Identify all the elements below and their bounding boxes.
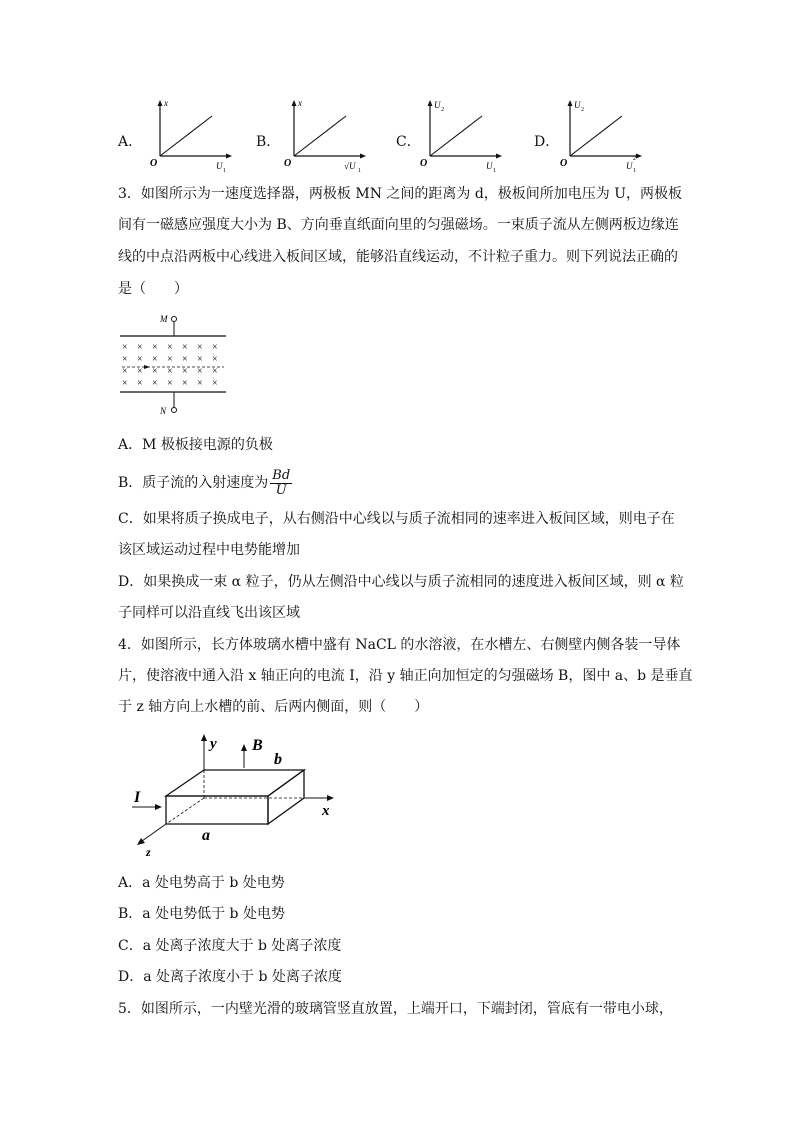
field-cross: × bbox=[122, 342, 128, 353]
field-cross: × bbox=[212, 342, 218, 353]
label-b: b bbox=[274, 751, 282, 768]
field-cross: × bbox=[197, 354, 203, 365]
fraction: $\frac{Bd}{U}$ bbox=[272, 467, 291, 498]
field-cross: × bbox=[197, 378, 203, 389]
label-I: I bbox=[134, 789, 141, 806]
field-cross: × bbox=[122, 354, 128, 365]
x-subscript: 1 bbox=[633, 168, 636, 174]
q4-figure bbox=[128, 728, 348, 860]
option-a-label: A． bbox=[118, 134, 143, 150]
y-axis-arrow bbox=[201, 734, 207, 741]
field-cross: × bbox=[197, 342, 203, 353]
field-cross: × bbox=[152, 378, 158, 389]
y-label: x bbox=[164, 98, 168, 108]
label-N: N bbox=[160, 406, 167, 416]
origin-label: O bbox=[284, 158, 292, 169]
q5-line-1: 5．如图所示，一内壁光滑的玻璃管竖直放置，上端开口，下端封闭，管底有一带电小球， bbox=[118, 1001, 673, 1017]
field-cross: × bbox=[182, 378, 188, 389]
q4-option-c: C．a 处离子浓度大于 b 处离子浓度 bbox=[118, 938, 342, 954]
x-label: U bbox=[486, 161, 493, 171]
z-axis-arrow bbox=[137, 838, 145, 845]
field-cross: × bbox=[212, 354, 218, 365]
origin-label: O bbox=[150, 158, 158, 169]
b-field-arrow bbox=[241, 744, 247, 751]
q4-line-3: 于 z 轴方向上水槽的前、后两内侧面，则（ ） bbox=[118, 699, 429, 715]
q4-line-1: 4．如图所示，长方体玻璃水槽中盛有 NaCL 的水溶液，在水槽左、右侧壁内侧各装一导体 bbox=[118, 637, 681, 653]
terminal-N bbox=[172, 408, 177, 413]
field-cross: × bbox=[152, 366, 158, 377]
field-cross: × bbox=[182, 354, 188, 365]
field-cross: × bbox=[182, 342, 188, 353]
q4-option-d: D．a 处离子浓度小于 b 处离子浓度 bbox=[118, 969, 342, 985]
x-superscript: 2 bbox=[633, 156, 636, 162]
field-cross: × bbox=[137, 342, 143, 353]
label-z: z bbox=[146, 845, 151, 859]
label-x: x bbox=[322, 803, 330, 819]
x-axis-arrow bbox=[327, 795, 334, 801]
graph-a bbox=[148, 96, 238, 176]
field-cross: × bbox=[152, 342, 158, 353]
current-arrow bbox=[155, 804, 162, 810]
field-cross: × bbox=[122, 378, 128, 389]
y-subscript: 2 bbox=[441, 107, 444, 113]
q4-option-b: B．a 处电势低于 b 处电势 bbox=[118, 906, 285, 922]
q4-line-2: 片，使溶液中通入沿 x 轴正向的电流 I，沿 y 轴正向加恒定的匀强磁场 B，图中 a、b 是垂直 bbox=[118, 668, 693, 684]
q3-option-a: A．M 极板接电源的负极 bbox=[118, 437, 273, 453]
origin-label: O bbox=[560, 158, 568, 169]
graph-c bbox=[418, 96, 508, 176]
origin-label: O bbox=[420, 158, 428, 169]
option-b-label: B． bbox=[256, 134, 281, 150]
field-cross: × bbox=[167, 342, 173, 353]
y-subscript: 2 bbox=[581, 107, 584, 113]
label-a: a bbox=[202, 827, 210, 844]
field-cross: × bbox=[212, 366, 218, 377]
field-cross: × bbox=[167, 378, 173, 389]
x-label: U bbox=[216, 161, 223, 171]
terminal-M bbox=[172, 317, 177, 322]
plot-line bbox=[160, 116, 212, 156]
q3-line-3: 线的中点沿两板中心线进入板间区域，能够沿直线运动，不计粒子重力。则下列说法正确的 bbox=[118, 249, 678, 265]
q3-option-d-1: D．如果换成一束 α 粒子，仍从左侧沿中心线以与质子流相同的速度进入板间区域，则 α 粒 bbox=[118, 574, 684, 590]
q3-option-c-2: 该区域运动过程中电势能增加 bbox=[118, 542, 300, 558]
x-subscript: 1 bbox=[223, 168, 226, 174]
field-cross: × bbox=[182, 366, 188, 377]
y-label: x bbox=[298, 98, 302, 108]
field-cross: × bbox=[167, 354, 173, 365]
q3-option-c-1: C．如果将质子换成电子，从右侧沿中心线以与质子流相同的速率进入板间区域，则电子在 bbox=[118, 511, 675, 527]
field-cross: × bbox=[212, 378, 218, 389]
q3-option-b: B．质子流的入射速度为 $\frac{Bd}{U}$ bbox=[118, 467, 291, 498]
field-cross: × bbox=[137, 354, 143, 365]
x-arrow bbox=[226, 154, 232, 159]
option-c-label: C． bbox=[396, 134, 421, 150]
graph-b bbox=[282, 96, 372, 176]
y-arrow bbox=[158, 100, 163, 106]
label-M: M bbox=[160, 314, 168, 324]
field-cross: × bbox=[197, 366, 203, 377]
q3-figure bbox=[116, 310, 236, 420]
box-side bbox=[268, 770, 304, 824]
field-cross: × bbox=[137, 366, 143, 377]
field-cross: × bbox=[122, 366, 128, 377]
x-subscript: 1 bbox=[358, 168, 361, 174]
box-front bbox=[166, 796, 268, 824]
x-label: U bbox=[626, 161, 633, 171]
q3-option-d-2: 子同样可以沿直线飞出该区域 bbox=[118, 605, 300, 621]
q3-line-4: 是（ ） bbox=[118, 281, 188, 297]
proton-arrow bbox=[144, 365, 150, 369]
field-cross: × bbox=[152, 354, 158, 365]
label-B: B bbox=[252, 737, 263, 754]
y-label: U bbox=[574, 100, 581, 110]
magnetic-field-crosses bbox=[122, 342, 218, 389]
field-cross: × bbox=[137, 378, 143, 389]
y-label: U bbox=[434, 100, 441, 110]
field-cross: × bbox=[167, 366, 173, 377]
q3-line-2: 间有一磁感应强度大小为 B、方向垂直纸面向里的匀强磁场。一束质子流从左侧两板边缘连 bbox=[118, 217, 679, 233]
option-d-label: D． bbox=[534, 134, 560, 150]
x-subscript: 1 bbox=[493, 168, 496, 174]
box-top bbox=[166, 770, 304, 796]
q4-option-a: A．a 处电势高于 b 处电势 bbox=[118, 875, 285, 891]
label-y: y bbox=[210, 736, 217, 752]
q3-line-1: 3．如图所示为一速度选择器，两极板 MN 之间的距离为 d，极板间所加电压为 U，两极板 bbox=[118, 186, 683, 202]
x-label: √U bbox=[344, 161, 356, 171]
graph-d bbox=[558, 96, 648, 176]
